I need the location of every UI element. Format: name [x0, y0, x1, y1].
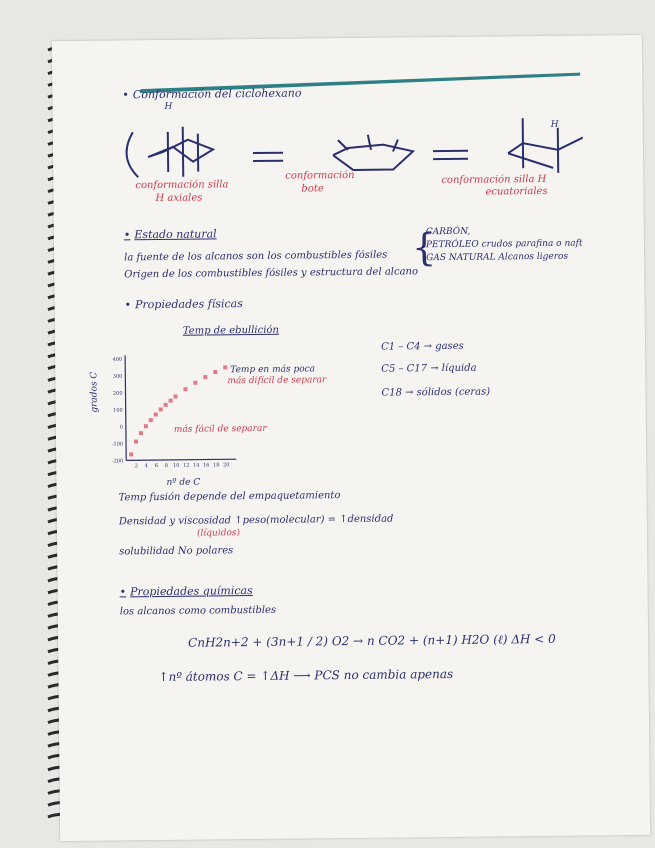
annotation-top: Temp en más poca: [230, 364, 316, 376]
chart-x-tick-label: 6: [154, 463, 158, 470]
annotation-top-2: más difícil de separar: [227, 375, 327, 387]
chart-x-tick-label: 16: [203, 462, 210, 469]
brace-sources: {: [411, 225, 437, 270]
heading-temp-ebullicion: Temp de ebullición: [182, 324, 279, 337]
chart-y-tick-label: 400: [112, 356, 123, 363]
text-fuente-alcanos: la fuente de los alcanos son los combustibles fósiles: [124, 249, 388, 264]
chart-point: [223, 365, 227, 369]
text-densidad: Densidad y viscosidad ↑peso(molecular) = ↑densidad: [118, 513, 394, 528]
chart-point: [169, 399, 173, 403]
chart-point: [134, 440, 138, 444]
state-row-gases: C1 – C4 → gases: [380, 340, 464, 353]
text-liquidos: (líquidos): [196, 528, 241, 539]
combustion-equation: CnH2n+2 + (3n+1 / 2) O2 → n CO2 + (n+1) H2O (ℓ) ΔH < 0: [188, 631, 556, 650]
chart-point: [203, 375, 207, 379]
label-bote: bote: [301, 183, 324, 195]
chart-y-tick-label: 200: [112, 390, 123, 397]
chart-x-tick-label: 12: [183, 462, 190, 469]
state-row-liquida: C5 – C17 → líquida: [381, 362, 477, 375]
atom-h-right: H: [550, 119, 559, 130]
text-solubilidad: solubilidad No polares: [119, 545, 234, 558]
chart-point: [144, 424, 148, 428]
chart-y-tick-label: 100: [113, 407, 123, 414]
source-carbon: CARBÓN,: [425, 226, 471, 238]
chart-x-tick-label: 10: [173, 462, 180, 469]
chart-x-tick-label: 4: [144, 463, 148, 470]
chart-x-tick-label: 2: [134, 463, 138, 470]
chart-xlabel: nº de C: [166, 477, 201, 488]
label-conformacion-bote: conformación: [285, 169, 355, 182]
chart-point: [149, 418, 153, 422]
atom-h: H: [164, 101, 173, 112]
chart-point: [193, 381, 197, 385]
chart-point: [164, 403, 168, 407]
chart-x-tick-label: 20: [223, 462, 230, 469]
chart-point: [174, 394, 178, 398]
notebook-page: [52, 35, 650, 841]
text-combustibles: los alcanos como combustibles: [119, 604, 277, 618]
chart-y-tick-label: -200: [111, 458, 124, 465]
source-petroleo: PETRÓLEO crudos parafina o naft: [425, 238, 583, 251]
chart-point: [154, 412, 158, 416]
text-delta-h: ↑nº átomos C = ↑ΔH ⟶ PCS no cambia apenas: [158, 666, 454, 685]
chart-ylabel: grados C: [89, 371, 100, 413]
state-row-solidos: C18 → sólidos (ceras): [381, 386, 491, 399]
annotation-bottom: más fácil de separar: [173, 423, 267, 435]
chart-point: [183, 387, 187, 391]
chart-x-tick-label: 18: [213, 462, 220, 469]
chart-point: [159, 408, 163, 412]
label-conformacion-silla-2: conformación silla H: [441, 173, 547, 187]
label-h-axiales: H axiales: [155, 192, 203, 205]
heading-propiedades-fisicas: • Propiedades físicas: [125, 297, 243, 311]
chart-y-tick-label: 300: [112, 373, 123, 380]
source-gas: GAS NATURAL Alcanos ligeros: [426, 251, 569, 264]
chart-x-tick-label: 14: [193, 462, 200, 469]
chart-y-tick-label: 0: [119, 424, 123, 431]
text-temp-fusion: Temp fusión depende del empaquetamiento: [118, 490, 341, 504]
boiling-point-chart: [95, 344, 246, 476]
label-ecuatoriales: ecuatoriales: [485, 185, 548, 198]
text-origen: Origen de los combustibles fósiles y estructura del alcano: [124, 266, 419, 281]
label-conformacion-silla: conformación silla: [135, 179, 229, 192]
chart-y-axis: [125, 355, 126, 460]
chart-point: [213, 370, 217, 374]
chart-y-tick-label: -100: [111, 441, 124, 448]
chart-x-axis: [126, 459, 236, 460]
heading-conformacion: • Conformación del ciclohexano: [122, 87, 301, 102]
chart-x-tick-label: 8: [164, 462, 168, 469]
heading-propiedades-quimicas: • Propiedades químicas: [120, 584, 253, 598]
chart-point: [139, 431, 143, 435]
chart-point: [129, 452, 133, 456]
heading-estado-natural: • Estado natural: [124, 227, 217, 241]
